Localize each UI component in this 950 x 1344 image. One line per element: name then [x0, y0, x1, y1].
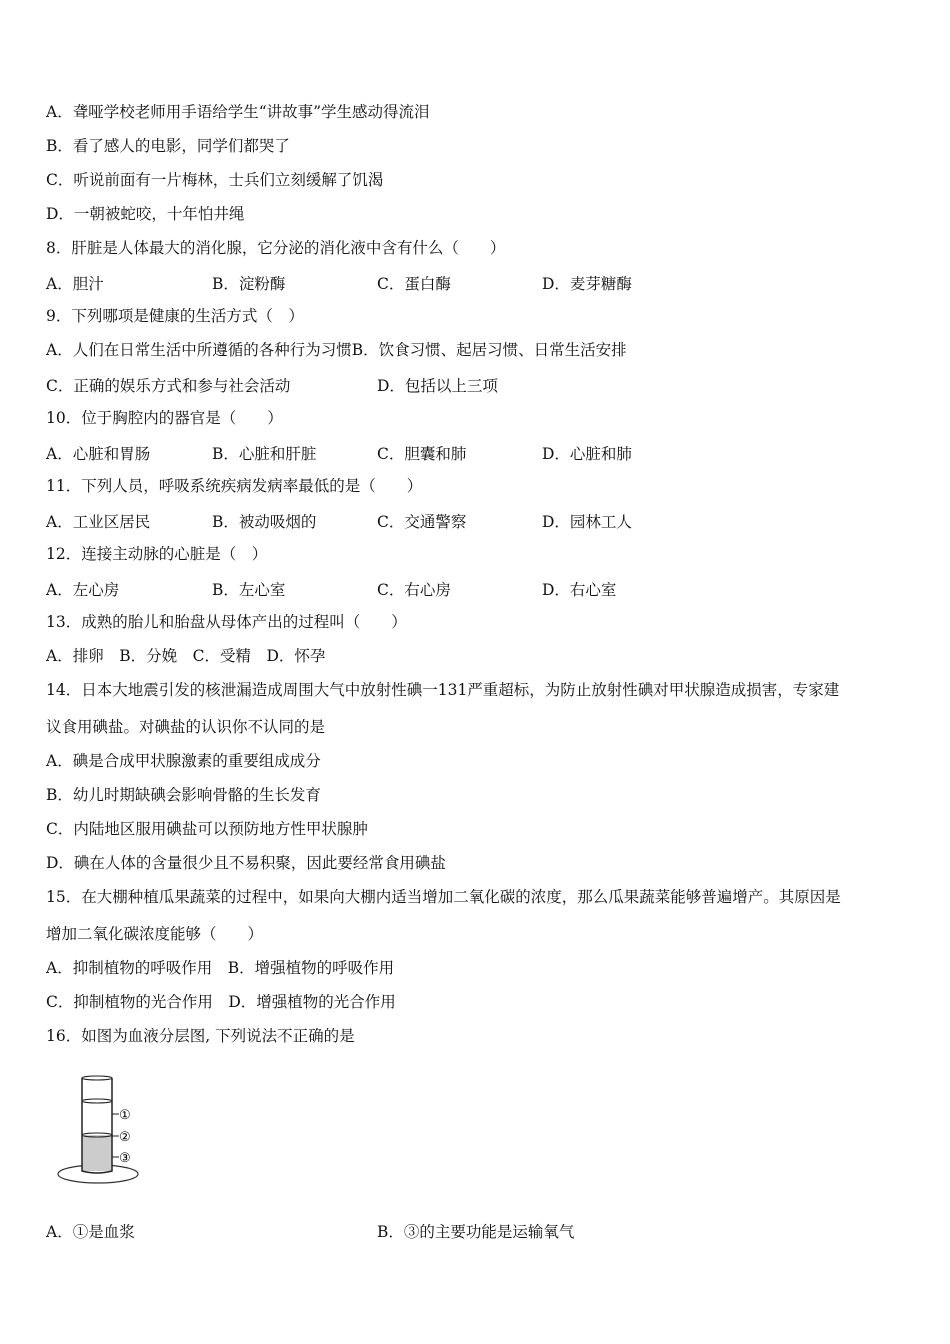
answer-option: C．胆囊和肺: [377, 445, 467, 463]
text-line: A．排卵 B．分娩 C．受精 D．怀孕: [46, 647, 326, 665]
answer-option: A．心脏和胃肠: [46, 445, 151, 463]
answer-option: D．心脏和肺: [542, 445, 632, 463]
answer-option: C．正确的娱乐方式和参与社会活动: [46, 377, 291, 395]
answer-option: C．右心房: [377, 581, 451, 599]
answer-option: A．胆汁: [46, 275, 104, 293]
text-line: 增加二氧化碳浓度能够（ ）: [46, 925, 264, 943]
answer-option: C．蛋白酶: [377, 275, 451, 293]
answer-option: B．③的主要功能是运输氧气: [377, 1223, 575, 1241]
text-line: D．碘在人体的含量很少且不易积聚，因此要经常食用碘盐: [46, 854, 446, 872]
question-text: 8．肝脏是人体最大的消化腺，它分泌的消化液中含有什么（ ）: [46, 239, 506, 257]
answer-option: B．心脏和肝脏: [212, 445, 317, 463]
text-line: C．抑制植物的光合作用 D．增强植物的光合作用: [46, 993, 396, 1011]
text-line: D．一朝被蛇咬，十年怕井绳: [46, 205, 245, 223]
answer-option: D．右心室: [542, 581, 617, 599]
question-text: 14．日本大地震引发的核泄漏造成周围大气中放射性碘一131严重超标，为防止放射性碘对甲状腺造成损害，专家建: [46, 681, 840, 699]
question-text: 9．下列哪项是健康的生活方式（ ）: [46, 307, 304, 325]
answer-option: B．左心室: [212, 581, 286, 599]
question-text: 15．在大棚种植瓜果蔬菜的过程中，如果向大棚内适当增加二氧化碳的浓度，那么瓜果蔬菜能够普遍增产。其原因是: [46, 888, 841, 906]
answer-option: A．①是血浆: [46, 1223, 135, 1241]
label-1: ①: [119, 1108, 131, 1123]
answer-option: D．园林工人: [542, 513, 632, 531]
plasma-surface: [82, 1099, 112, 1103]
answer-option: A．工业区居民: [46, 513, 151, 531]
answer-option: B．淀粉酶: [212, 275, 286, 293]
cell-layer: [82, 1135, 112, 1171]
question-text: 10．位于胸腔内的器官是（ ）: [46, 409, 283, 427]
answer-option: D．麦芽糖酶: [542, 275, 632, 293]
text-line: C．内陆地区服用碘盐可以预防地方性甲状腺肿: [46, 820, 368, 838]
question-text: 12．连接主动脉的心脏是（ ）: [46, 545, 268, 563]
question-text: 16．如图为血液分层图, 下列说法不正确的是: [46, 1027, 355, 1045]
text-line: A．人们在日常生活中所遵循的各种行为习惯B．饮食习惯、起居习惯、日常生活安排: [46, 341, 627, 359]
answer-option: A．左心房: [46, 581, 120, 599]
text-line: B．看了感人的电影，同学们都哭了: [46, 137, 290, 155]
text-line: A．碘是合成甲状腺激素的重要组成成分: [46, 752, 321, 770]
label-3: ③: [119, 1151, 131, 1166]
text-line: C．听说前面有一片梅林，士兵们立刻缓解了饥渴: [46, 171, 384, 189]
blood-layer-test-tube-figure: [52, 1072, 162, 1192]
answer-option: D．包括以上三项: [377, 377, 498, 395]
question-text: 13．成熟的胎儿和胎盘从母体产出的过程叫（ ）: [46, 613, 407, 631]
text-line: A．聋哑学校老师用手语给学生“讲故事”学生感动得流泪: [46, 103, 430, 121]
text-line: A．抑制植物的呼吸作用 B．增强植物的呼吸作用: [46, 959, 395, 977]
text-line: 议食用碘盐。对碘盐的认识你不认同的是: [46, 718, 326, 736]
label-2: ②: [119, 1130, 131, 1145]
question-text: 11．下列人员，呼吸系统疾病发病率最低的是（ ）: [46, 477, 423, 495]
text-line: B．幼儿时期缺碘会影响骨骼的生长发育: [46, 786, 321, 804]
answer-option: C．交通警察: [377, 513, 467, 531]
answer-option: B．被动吸烟的: [212, 513, 317, 531]
